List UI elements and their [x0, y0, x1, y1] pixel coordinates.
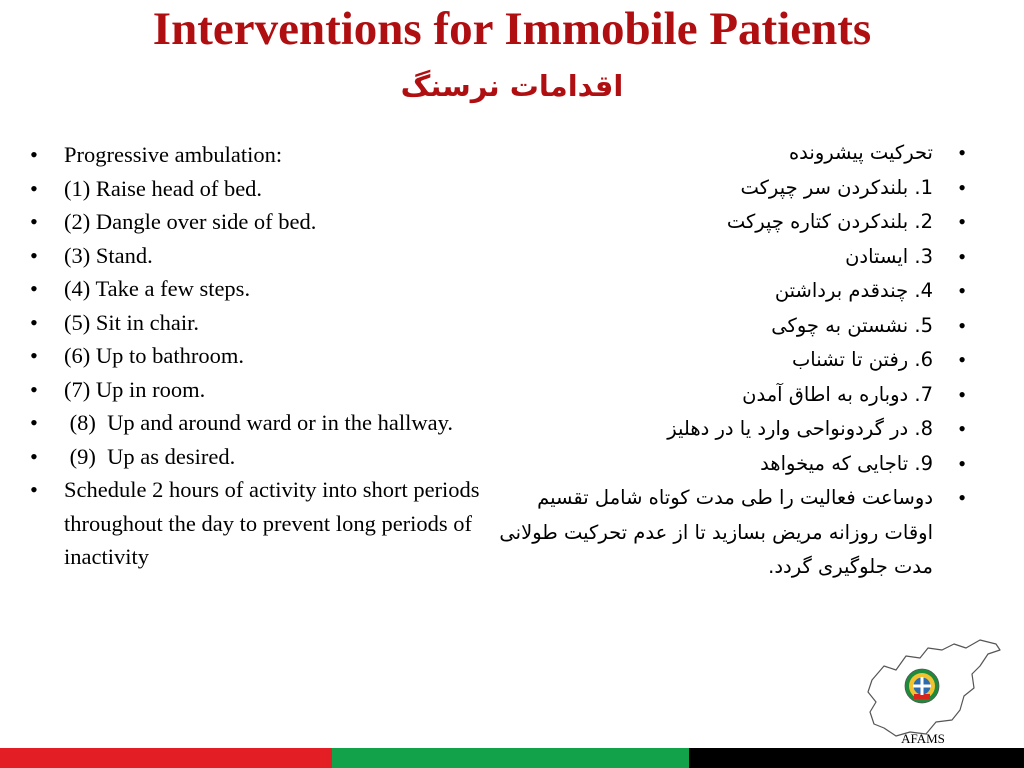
persian-bullet-item: • 6. رفتن تا تشناب	[496, 343, 966, 378]
slide-title: Interventions for Immobile Patients	[152, 3, 872, 55]
english-bullet-list	[30, 138, 480, 574]
persian-bullet-item: • 2. بلندکردن کتاره چپرکت	[496, 205, 966, 240]
slide-subtitle: اقدامات نرسنگ	[400, 69, 624, 103]
afghanistan-map-emblem-icon	[862, 636, 1004, 742]
persian-bullet-item: • 4. چندقدم برداشتن	[496, 274, 966, 309]
english-bullet-item: • Schedule 2 hours of activity into short periods throughout the day to prevent long periods of inactivity	[30, 473, 480, 574]
persian-bullet-item: • دوساعت فعالیت را طی مدت کوتاه شامل تقسیم اوقات روزانه مریض بسازید تا از عدم تحرکیت طولانی مدت جلوگیری گردد.	[496, 481, 966, 585]
english-bullet-item: • (5) Sit in chair.	[30, 306, 480, 340]
persian-bullet-item: • 9. تاجایی که میخواهد	[496, 447, 966, 482]
persian-bullet-list	[496, 136, 966, 585]
persian-bullet-item: • 8. در گردونواحی وارد یا در دهلیز	[496, 412, 966, 447]
red-stripe	[0, 748, 332, 768]
english-bullet-item: • (8) Up and around ward or in the hallway.	[30, 406, 480, 440]
persian-bullet-item: • 3. ایستادن	[496, 240, 966, 275]
english-bullet-item: • (7) Up in room.	[30, 373, 480, 407]
english-bullet-item: • (3) Stand.	[30, 239, 480, 273]
english-bullet-item: • (6) Up to bathroom.	[30, 339, 480, 373]
persian-bullet-item: • تحرکیت پیشرونده	[496, 136, 966, 171]
logo-caption: AFAMS	[901, 731, 945, 746]
flag-stripe-bar	[0, 748, 1024, 768]
english-bullet-item: • (4) Take a few steps.	[30, 272, 480, 306]
persian-bullet-item: • 5. نشستن به چوکی	[496, 309, 966, 344]
english-bullet-item: • (2) Dangle over side of bed.	[30, 205, 480, 239]
english-bullet-item: • (1) Raise head of bed.	[30, 172, 480, 206]
english-bullet-item: • (9) Up as desired.	[30, 440, 480, 474]
persian-bullet-item: • 7. دوباره به اطاق آمدن	[496, 378, 966, 413]
persian-bullet-item: • 1. بلندکردن سر چپرکت	[496, 171, 966, 206]
english-bullet-item: • Progressive ambulation:	[30, 138, 480, 172]
black-stripe	[689, 748, 1024, 768]
green-stripe	[332, 748, 689, 768]
